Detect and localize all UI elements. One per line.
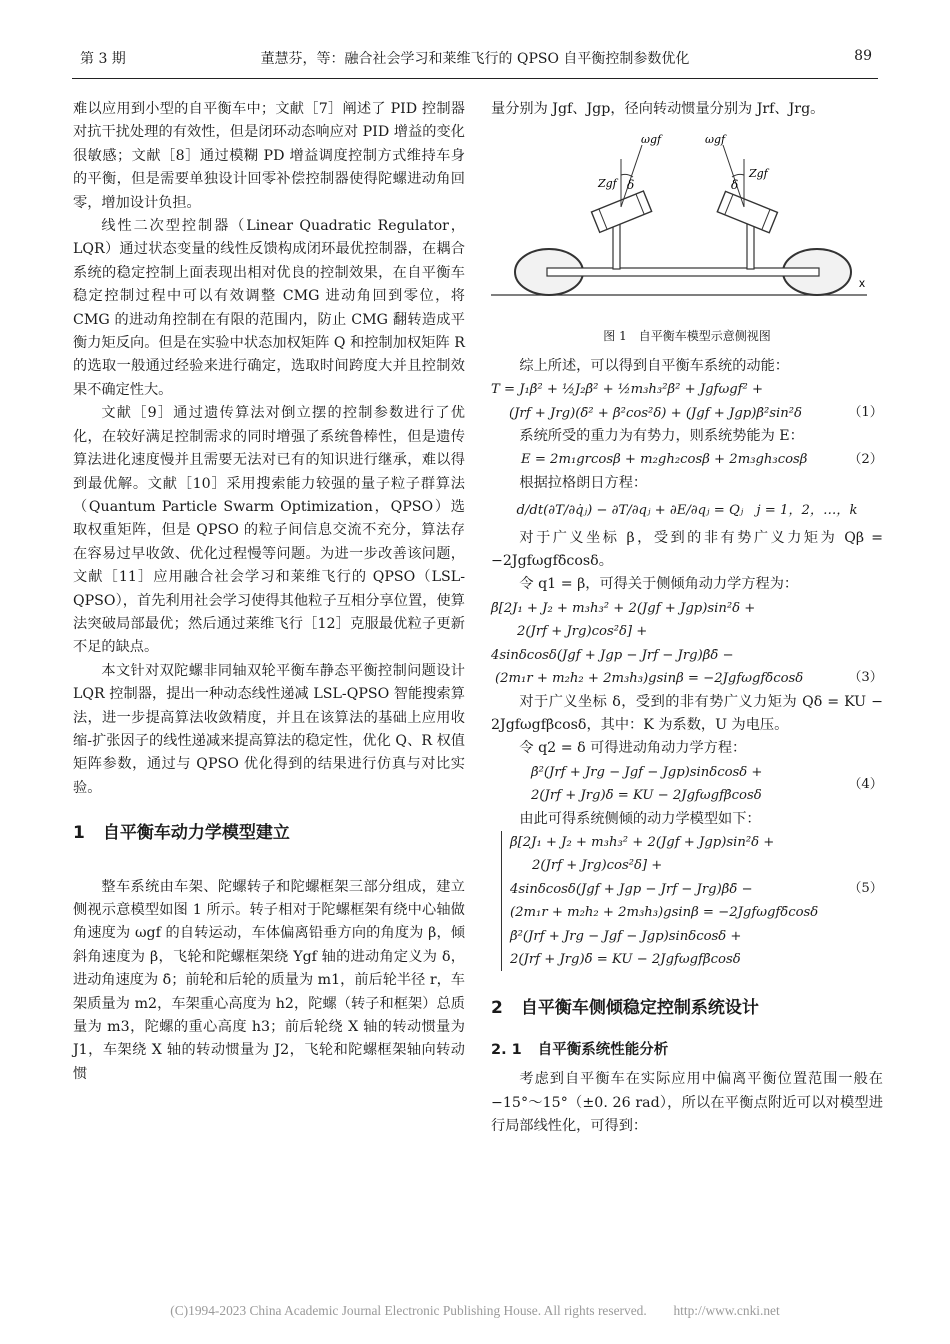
z-axis-label: Zgf: [749, 167, 768, 181]
z-axis-label: Zgf: [598, 177, 617, 191]
section-title: 自平衡车侧倾稳定控制系统设计: [520, 998, 759, 1019]
equation-line: T = J₁β̇² + ½J₂β̇² + ½m₃h₃²β̇² + Jgfωgf² +: [491, 382, 764, 398]
paragraph: 线性二次型控制器（Linear Quadratic Regulator，LQR）通过状态变量的线性反馈构成闭环最优控制器，在耦合系统的稳定控制上面表现出相对优良的控制效果，在自平衡车稳定控制过程中可以有效调整 CMG 进动角回到零位，将 CMG 的进动角控制在有限的范围内，防止 CMG 翻转造成平衡力矩反向。但是在实验中状态加权矩阵 Q 和控制加权矩阵 R 的选取一般通过经验来进行确定，选取时间跨度大并且控制效果不确定性大。: [73, 218, 465, 398]
subsection-heading: [491, 1039, 883, 1062]
right-column: [491, 98, 883, 1138]
equation-line: 4sinδcosδ(Jgf + Jgp − Jrf − Jrg)β̇δ̇ −: [510, 881, 753, 897]
left-column: [73, 98, 465, 1086]
paragraph: 根据拉格朗日方程：: [519, 474, 648, 491]
equation-line: 2(Jrf + Jrg)δ̈ = KU − 2Jgfωgfβ̇cosδ: [510, 951, 741, 967]
paragraph: 对于广义坐标 δ，受到的非有势广义力矩为 Qδ = KU − 2Jgfωgfβ̇cosδ，其中：K 为系数，U 为电压。: [491, 693, 883, 733]
paragraph: 本文针对双陀螺非同轴双轮平衡车静态平衡控制问题设计 LQR 控制器，提出一种动态线性递减 LSL-QPSO 智能搜索算法，进一步提高算法收敛精度，并且在该算法的基础上应用收缩-扩张因子的线性递减来提高算法的稳定性，优化 Q、R 权值矩阵参数，通过与 QPSO 优化得到的结果进行仿真与对比实验。: [73, 662, 465, 796]
equation-2: [491, 448, 883, 471]
equation-line: β̇²(Jrf + Jrg − Jgf − Jgp)sinδcosδ +: [531, 764, 763, 780]
equation-line: (2m₁r + m₂h₂ + 2m₃h₃)gsinβ = −2Jgfωgfδ̇cosδ: [510, 905, 819, 921]
paragraph: 文献［9］通过遗传算法对倒立摆的控制参数进行了优化，在较好满足控制需求的同时增强了系统鲁棒性，但是遗传算法进化速度慢并且需要无法对已有的知识进行继承，难以得到最优解。文献［10］采用搜索能力较强的量子粒子群算法（Quantum Particle Swarm Optimization，QPSO）选取权重矩阵，但是 QPSO 的粒子间信息交流不充分，算法存在容易过早收敛、优化过程慢等问题。为进一步改善该问题，文献［11］应用融合社会学习和莱维飞行的 QPSO（LSL-QPSO），首先利用社会学习使得其他粒子互相分享位置，使算法突破局部最优；然后通过莱维飞行［12］克服最优粒子更新不足的缺点。: [73, 405, 465, 656]
copyright-footer: (C)1994-2023 China Academic Journal Electronic Publishing House. All rights reserved. http://www.cnki.net: [170, 1303, 780, 1318]
lagrange-equation: d/dt(∂T/∂q̇ⱼ) − ∂T/∂qⱼ + ∂E/∂qⱼ = Qⱼ j = 1，2，…，k: [516, 503, 858, 519]
axis-x-label: x: [859, 276, 865, 291]
paragraph: 量分别为 Jgf、Jgp，径向转动惯量分别为 Jrf、Jrg。: [491, 101, 825, 117]
subsection-title: 自平衡系统性能分析: [537, 1041, 669, 1058]
omega-label: ωgf: [705, 133, 726, 147]
section-heading-1: [73, 822, 465, 845]
equation-line: 4sinδcosδ(Jgf + Jgp − Jrf − Jrg)β̇δ̇ −: [491, 647, 734, 663]
paragraph: 综上所述，可以得到自平衡车系统的动能：: [519, 357, 789, 374]
issue-number: 第 3 期: [80, 51, 126, 67]
figure-1: [491, 127, 883, 323]
equation-line: E = 2m₁grcosβ + m₂gh₂cosβ + 2m₃gh₃cosβ: [521, 452, 808, 468]
equation-line: β̈[2J₁ + J₂ + m₃h₃² + 2(Jgf + Jgp)sin²δ +: [510, 834, 775, 850]
paragraph: 由此可得系统侧倾的动力学模型如下：: [519, 810, 761, 827]
balance-car-diagram: [491, 127, 883, 323]
paragraph: 令 q1 = β，可得关于侧倾角动力学方程为：: [519, 576, 799, 593]
paragraph: 难以应用到小型的自平衡车中；文献［7］阐述了 PID 控制器对抗干扰处理的有效性，但是闭环动态响应对 PID 增益的变化很敏感；文献［8］通过模糊 PD 增益调度控制方式维持车身的平衡，但是需要单独设计回零补偿控制器使得陀螺进动角回零，增加设计负担。: [73, 101, 465, 211]
paragraph: 整车系统由车架、陀螺转子和陀螺框架三部分组成，建立侧视示意模型如图 1 所示。转子相对于陀螺框架有绕中心轴做角速度为 ωgf 的自转运动，车体偏离铅垂方向的角度为 β，倾斜角速度为 β̇，飞轮和陀螺框架绕 Ygf 轴的进动角定义为 δ，进动角速度为 δ̇；前轮和后轮的质量为 m1，前后轮半径 r，车架质量为 m2，车架重心高度为 h2，陀螺（转子和框架）总质量为 m3，陀螺的重心高度 h3；前后轮绕 X 轴的转动惯量为 J1，车架绕 X 轴的转动惯量为 J2，飞轮和陀螺框架轴向转动惯: [73, 878, 465, 1082]
car-frame: [547, 268, 819, 276]
page-number: 89: [854, 48, 872, 64]
equation-number: （4）: [848, 776, 883, 792]
equation-number: （2）: [848, 452, 883, 468]
equation-line: β̈[2J₁ + J₂ + m₃h₃² + 2(Jgf + Jgp)sin²δ +: [491, 600, 756, 616]
figure-caption: 图 1 自平衡车模型示意侧视图: [603, 329, 771, 344]
section-number: 2: [491, 998, 503, 1019]
paragraph: 对于广义坐标 β，受到的非有势广义力矩为 Qβ = −2Jgfωgfδ̇cosδ。: [491, 529, 883, 570]
equation-line: 2(Jrf + Jrg)cos²δ] +: [532, 858, 663, 874]
delta-label: δ: [731, 178, 739, 193]
equation-4: [491, 761, 883, 808]
equation-line: (2m₁r + m₂h₂ + 2m₃h₃)gsinβ = −2Jgfωgfδ̇cosδ: [495, 671, 804, 687]
left-gyroscope: [591, 191, 651, 232]
equation-3: [491, 597, 883, 691]
section-heading-2: [491, 997, 883, 1020]
equation-line: β̇²(Jrf + Jrg − Jgf − Jgp)sinδcosδ +: [510, 928, 742, 944]
equation-line: 2(Jrf + Jrg)δ̈ = KU − 2Jgfωgfβ̇cosδ: [531, 788, 762, 804]
page-header: [72, 44, 878, 79]
delta-label: δ: [627, 178, 635, 193]
equation-line: 2(Jrf + Jrg)cos²δ] +: [517, 624, 648, 640]
paragraph: 令 q2 = δ 可得进动角动力学方程：: [519, 740, 747, 757]
equation-number: （1）: [848, 405, 883, 421]
equation-number: （3）: [848, 669, 883, 685]
equation-line: (Jrf + Jrg)(δ̇² + β̇²cos²δ) + (Jgf + Jgp)β̇²sin²δ: [509, 405, 802, 421]
omega-label: ωgf: [641, 133, 662, 147]
equation-1: [491, 378, 883, 425]
paragraph: 考虑到自平衡车在实际应用中偏离平衡位置范围一般在 −15°～15°（±0. 26 rad），所以在平衡点附近可以对模型进行局部线性化，可得到：: [491, 1071, 883, 1134]
running-title: 董慧芬，等：融合社会学习和莱维飞行的 QPSO 自平衡控制参数优化: [260, 51, 690, 67]
equation-5: [501, 831, 883, 971]
section-title: 自平衡车动力学模型建立: [102, 823, 290, 844]
section-number: 1: [73, 823, 85, 844]
subsection-number: 2. 1: [491, 1041, 522, 1058]
equation-number: （5）: [848, 880, 883, 896]
paragraph: 系统所受的重力为有势力，则系统势能为 E：: [519, 428, 804, 445]
